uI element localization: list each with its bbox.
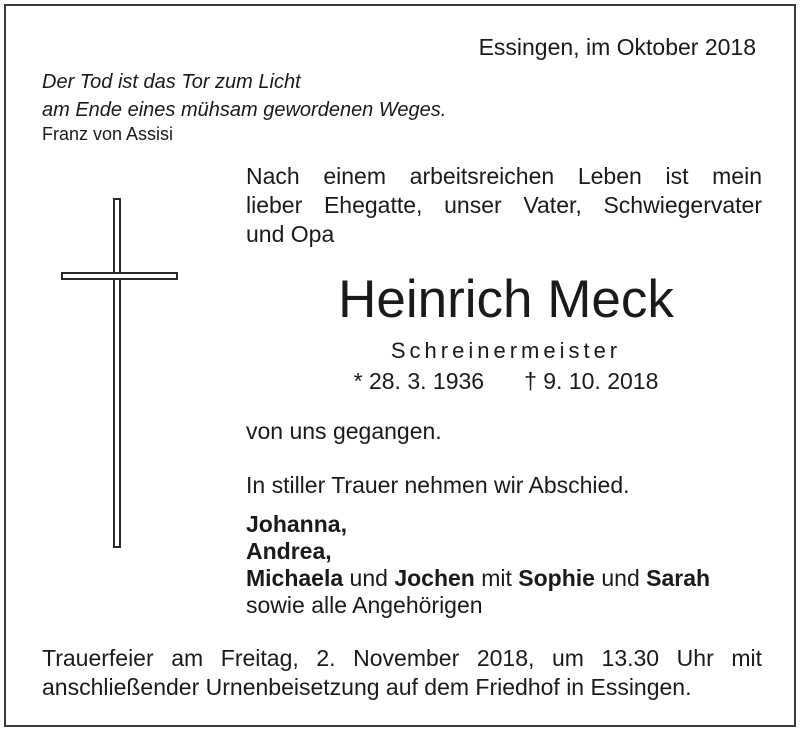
passed-text: von uns gegangen. xyxy=(246,418,442,444)
intro-line-3: und Opa xyxy=(246,221,335,247)
family-member: Michaela xyxy=(246,565,344,591)
cross-vertical-beam xyxy=(113,198,121,548)
intro-line-1: Nach einem arbeitsreichen Leben ist mein xyxy=(246,163,762,189)
funeral-info xyxy=(42,644,762,702)
relatives-text: sowie alle Angehörigen xyxy=(246,592,483,618)
family-member: Andrea, xyxy=(246,538,332,564)
connector-text: mit xyxy=(474,565,519,591)
deceased-name: Heinrich Meck xyxy=(338,270,674,329)
cross-center xyxy=(115,274,119,278)
intro-text xyxy=(246,162,762,249)
death-date: † 9. 10. 2018 xyxy=(524,368,659,394)
life-dates xyxy=(246,368,766,395)
connector-text: und xyxy=(343,565,395,591)
quote-line-1: Der Tod ist das Tor zum Licht xyxy=(42,71,301,93)
family-member: Sarah xyxy=(646,565,711,591)
funeral-line-1: Trauerfeier am Freitag, 2. November 2018, um 13.30 Uhr mit xyxy=(42,645,762,671)
family-member: Sophie xyxy=(518,565,595,591)
family-member: Johanna, xyxy=(246,511,347,537)
cross-horizontal-beam xyxy=(61,272,178,280)
obituary-notice xyxy=(4,4,796,727)
intro-line-2: lieber Ehegatte, unser Vater, Schwiegervater xyxy=(246,192,762,218)
birth-date: * 28. 3. 1936 xyxy=(353,368,485,394)
quote-author: Franz von Assisi xyxy=(42,124,174,144)
family-list xyxy=(246,511,710,619)
funeral-line-2: anschließender Urnenbeisetzung auf dem Friedhof in Essingen. xyxy=(42,674,692,700)
deceased-profession: Schreinermeister xyxy=(390,338,622,363)
connector-text: und xyxy=(594,565,647,591)
quote xyxy=(42,68,446,124)
family-member: Jochen xyxy=(394,565,475,591)
place-date: Essingen, im Oktober 2018 xyxy=(478,34,756,60)
mourning-text: In stiller Trauer nehmen wir Abschied. xyxy=(246,472,630,498)
quote-line-2: am Ende eines mühsam gewordenen Weges. xyxy=(42,99,447,121)
